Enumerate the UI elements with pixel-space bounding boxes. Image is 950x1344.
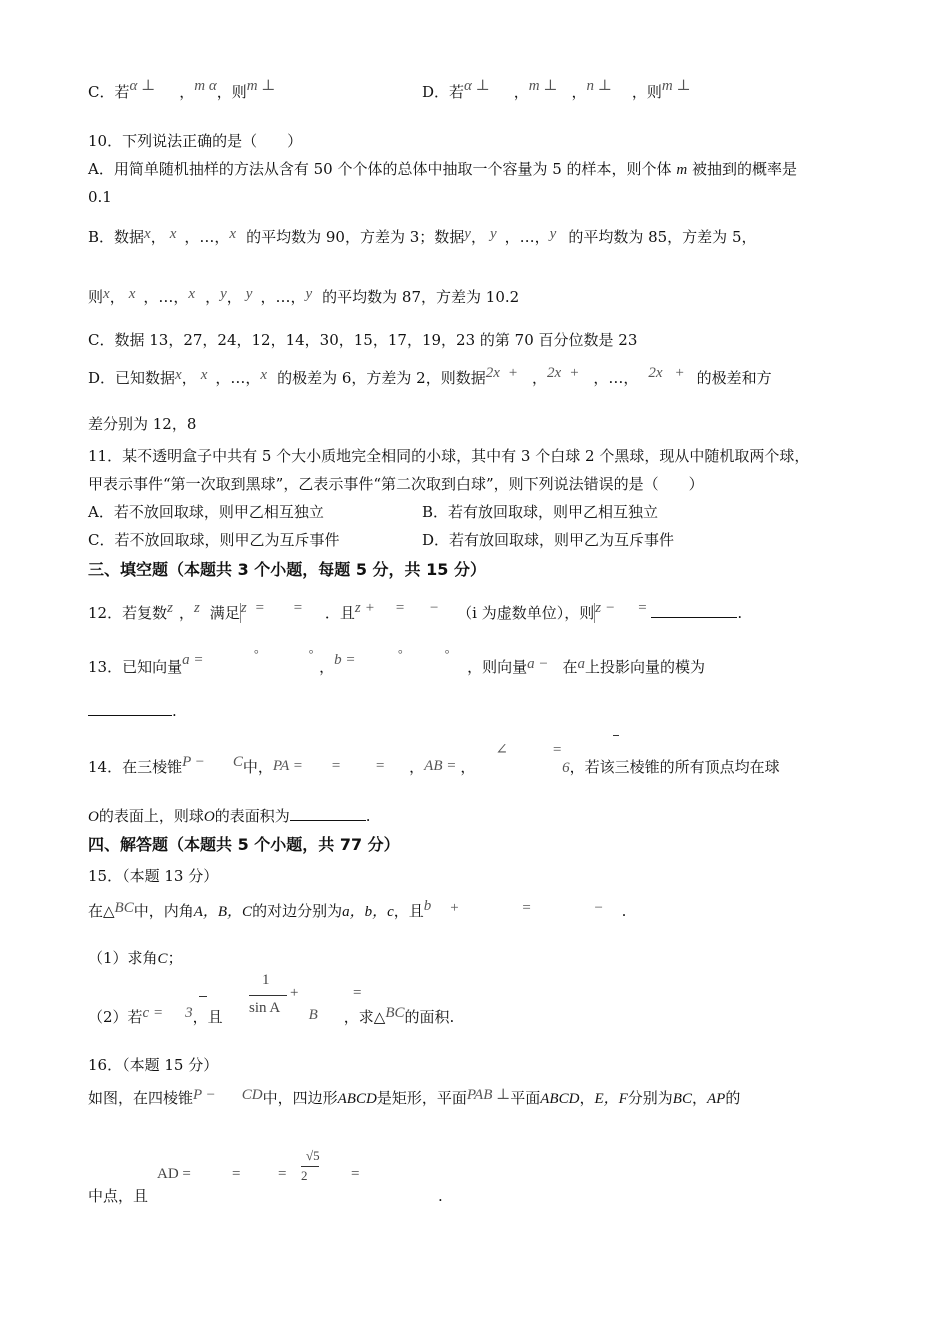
- q10-option-d-line2: 差分别为 12，8: [88, 415, 197, 433]
- q16-frac-bar: [301, 1166, 319, 1167]
- q15-plus: +: [290, 985, 299, 1001]
- q15-stem: 在△BC中，内角A，B，C的对边分别为a，b，c，且b + = − .: [88, 898, 627, 920]
- q10-option-b-line2: 则x， x ，…，x ，y， y ，…，y 的平均数为 87，方差为 10.2: [88, 286, 520, 306]
- q11-stem-line2: 甲表示事件“第一次取到黑球”，乙表示事件“第二次取到白球”，则下列说法错误的是（ ）: [88, 475, 704, 493]
- q14-line2: O的表面上，则球O的表面积为 .: [88, 807, 371, 825]
- q13-line1: 13．已知向量a = ° °，b = ° °，则向量a − 在a上投影向量的模为: [88, 647, 706, 676]
- q11-stem-line1: 11．某不透明盒子中共有 5 个大小质地完全相同的小球，其中有 3 个白球 2 个黑球，现从中随机取两个球，: [88, 447, 810, 465]
- q10-option-a: A．用简单随机抽样的方法从含有 50 个个体的总体中抽取一个容量为 5 的样本，则个体 m 被抽到的概率是: [88, 160, 797, 178]
- q16-frac-num: √5: [306, 1148, 320, 1163]
- q11-option-c: C．若不放回取球，则甲乙为互斥事件: [88, 531, 340, 549]
- q16-head: 16．（本题 15 分）: [88, 1056, 219, 1074]
- q15-eq2: =: [353, 985, 362, 1001]
- q13-answer-blank: [88, 701, 172, 716]
- q12-answer-blank: [651, 603, 737, 618]
- q14-fraction-bar: [613, 735, 619, 736]
- q16-eq-2: =: [278, 1166, 287, 1182]
- q10-stem: 10．下列说法正确的是（ ）: [88, 132, 303, 150]
- q14-answer-blank: [290, 806, 366, 821]
- section-3-heading: 三、填空题（本题共 3 个小题，每题 5 分，共 15 分）: [88, 560, 486, 579]
- q16-line2: 中点，且 .: [88, 1187, 443, 1205]
- q11-option-d: D．若有放回取球，则甲乙为互斥事件: [422, 531, 675, 549]
- q10-option-c: C．数据 13，27，24，12，14，30，15，17，19，23 的第 70 百分位数是 23: [88, 331, 638, 349]
- q16-eq-1: =: [232, 1166, 241, 1182]
- q11-option-a: A．若不放回取球，则甲乙相互独立: [88, 503, 324, 521]
- q15-part2: （2）若c = 3，且 B ，求△BC的面积.: [88, 1005, 455, 1026]
- q16-line1: 如图，在四棱锥P − CD中，四边形ABCD是矩形，平面PAB ⊥平面ABCD，E，F分别为BC，AP的: [88, 1087, 741, 1107]
- section-4-heading: 四、解答题（本题共 5 个小题，共 77 分）: [88, 835, 400, 854]
- q9-option-d: D．若α ⊥ ，m ⊥ ，n ⊥ ，则m ⊥: [422, 78, 691, 101]
- q12: 12．若复数z ，z 满足z = = ．且z + = − （i 为虚数单位），则z − = .: [88, 600, 743, 622]
- q15-head: 15．（本题 13 分）: [88, 867, 219, 885]
- q15-frac-bar: [249, 995, 287, 996]
- q16-frac-den: 2: [301, 1168, 308, 1183]
- q15-frac-denominator: sin A: [249, 1000, 281, 1016]
- q9-option-c: C．若α ⊥ ，m α，则m ⊥: [88, 78, 276, 101]
- q11-option-b: B．若有放回取球，则甲乙相互独立: [422, 503, 659, 521]
- q14-line1: 14．在三棱锥P − C中，PA = = = ，AB = ，∠ =6，若该三棱锥的所有顶点均在球: [88, 742, 780, 776]
- q16-eq-3: =: [351, 1166, 360, 1182]
- q10-option-a-cont: 0.1: [88, 188, 112, 206]
- q15-sqrt-bar: [199, 996, 207, 997]
- q16-ad: AD =: [157, 1166, 191, 1182]
- q15-frac-numerator: 1: [262, 972, 270, 988]
- q10-option-b-line1: B．数据x， x ，…，x 的平均数为 90，方差为 3；数据y， y ，…，y 的平均数为 85，方差为 5，: [88, 226, 757, 246]
- q13-line2: .: [88, 701, 177, 721]
- q15-part1: （1）求角C；: [88, 949, 183, 967]
- q10-option-d-line1: D．已知数据x， x ，…，x 的极差为 6，方差为 2，则数据2x + ，2x + ，…， 2x + 的极差和方: [88, 365, 772, 387]
